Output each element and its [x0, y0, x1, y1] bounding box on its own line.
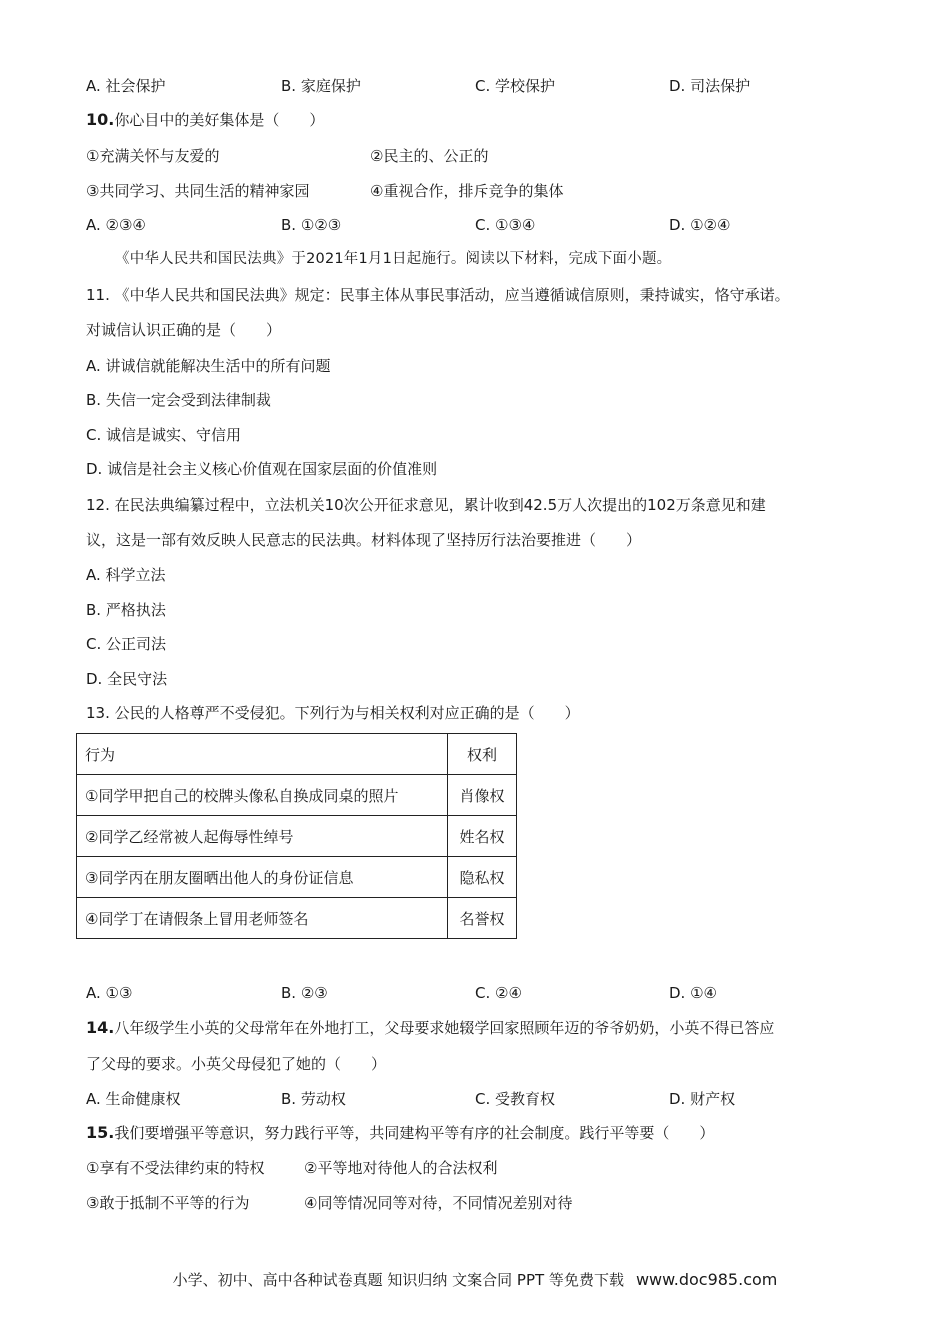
- table-cell-right: 肖像权: [448, 775, 517, 816]
- q10-item-1: ①充满关怀与友爱的: [86, 147, 220, 165]
- q15-item-4: ④同等情况同等对待，不同情况差别对待: [304, 1194, 573, 1212]
- q13-option-d: D. ①④: [669, 984, 717, 1002]
- table-row: [77, 898, 517, 939]
- q13-stem: 13. 公民的人格尊严不受侵犯。下列行为与相关权利对应正确的是（ ）: [86, 704, 580, 722]
- q10-option-d: D. ①②④: [669, 216, 731, 234]
- table-cell-right: 隐私权: [448, 857, 517, 898]
- q10-item-4: ④重视合作，排斥竞争的集体: [370, 182, 564, 200]
- q9-option-b: B. 家庭保护: [281, 77, 361, 95]
- q10-item-3: ③共同学习、共同生活的精神家园: [86, 182, 310, 200]
- q14-option-b: B. 劳动权: [281, 1090, 346, 1108]
- q12-option-a: A. 科学立法: [86, 566, 166, 584]
- q14-stem-line-2: 了父母的要求。小英父母侵犯了她的（ ）: [86, 1055, 387, 1073]
- material-intro: 《中华人民共和国民法典》于2021年1月1日起施行。阅读以下材料，完成下面小题。: [115, 251, 672, 267]
- q11-option-d: D. 诚信是社会主义核心价值观在国家层面的价值准则: [86, 460, 438, 478]
- q10-option-c: C. ①③④: [475, 216, 536, 234]
- q9-option-c: C. 学校保护: [475, 77, 556, 95]
- q11-option-a: A. 讲诚信就能解决生活中的所有问题: [86, 357, 331, 375]
- table-cell-right: 姓名权: [448, 816, 517, 857]
- q13-option-c: C. ②④: [475, 984, 522, 1002]
- q9-option-a: A. 社会保护: [86, 77, 166, 95]
- q15-item-3: ③敢于抵制不平等的行为: [86, 1194, 250, 1212]
- q10-option-a: A. ②③④: [86, 216, 146, 234]
- q14-option-c: C. 受教育权: [475, 1090, 556, 1108]
- table-row: [77, 775, 517, 816]
- q12-stem-line-2: 议，这是一部有效反映人民意志的民法典。材料体现了坚持厉行法治要推进（ ）: [86, 531, 642, 549]
- table-header-behavior: 行为: [77, 734, 448, 775]
- q10-option-b: B. ①②③: [281, 216, 342, 234]
- table-header-right: 权利: [448, 734, 517, 775]
- table-row: [77, 857, 517, 898]
- q11-option-b: B. 失信一定会受到法律制裁: [86, 391, 271, 409]
- q10-item-2: ②民主的、公正的: [370, 147, 489, 165]
- table-cell-behavior: ③同学丙在朋友圈晒出他人的身份证信息: [77, 857, 448, 898]
- table-cell-right: 名誉权: [448, 898, 517, 939]
- q12-stem-line-1: 12. 在民法典编纂过程中，立法机关10次公开征求意见，累计收到42.5万人次提出的102万条意见和建: [86, 496, 766, 514]
- q10-stem: 你心目中的美好集体是（ ）: [114, 111, 325, 129]
- q10-stem-line: [86, 110, 324, 130]
- table-header-row: [77, 734, 517, 775]
- footer-text: 小学、初中、高中各种试卷真题 知识归纳 文案合同 PPT 等免费下载: [172, 1271, 624, 1289]
- q12-option-b: B. 严格执法: [86, 601, 166, 619]
- q15-item-2: ②平等地对待他人的合法权利: [304, 1159, 498, 1177]
- q13-option-b: B. ②③: [281, 984, 328, 1002]
- table-cell-behavior: ①同学甲把自己的校牌头像私自换成同桌的照片: [77, 775, 448, 816]
- q15-stem-line: [86, 1123, 714, 1143]
- page-footer: [0, 1269, 950, 1290]
- q11-stem-line-2: 对诚信认识正确的是（ ）: [86, 321, 282, 339]
- q14-stem-line-1: [86, 1018, 774, 1038]
- q13-table: [76, 733, 517, 939]
- q12-option-d: D. 全民守法: [86, 670, 168, 688]
- table-cell-behavior: ④同学丁在请假条上冒用老师签名: [77, 898, 448, 939]
- q10-number: 10.: [86, 110, 115, 129]
- q14-stem-text: 八年级学生小英的父母常年在外地打工，父母要求她辍学回家照顾年迈的爷爷奶奶，小英不得已答应: [114, 1019, 775, 1037]
- q9-option-d: D. 司法保护: [669, 77, 751, 95]
- q11-stem-line-1: 11. 《中华人民共和国民法典》规定：民事主体从事民事活动，应当遵循诚信原则，秉持诚实，恪守承诺。: [86, 286, 790, 304]
- q15-stem: 我们要增强平等意识，努力践行平等，共同建构平等有序的社会制度。践行平等要（ ）: [114, 1124, 715, 1142]
- q14-option-d: D. 财产权: [669, 1090, 736, 1108]
- table-cell-behavior: ②同学乙经常被人起侮辱性绰号: [77, 816, 448, 857]
- q11-option-c: C. 诚信是诚实、守信用: [86, 426, 242, 444]
- q15-item-1: ①享有不受法律约束的特权: [86, 1159, 265, 1177]
- table-row: [77, 816, 517, 857]
- q12-option-c: C. 公正司法: [86, 635, 167, 653]
- footer-url-link[interactable]: www.doc985.com: [635, 1270, 778, 1289]
- q14-number: 14.: [86, 1018, 115, 1037]
- q15-number: 15.: [86, 1123, 115, 1142]
- q13-option-a: A. ①③: [86, 984, 133, 1002]
- q14-option-a: A. 生命健康权: [86, 1090, 181, 1108]
